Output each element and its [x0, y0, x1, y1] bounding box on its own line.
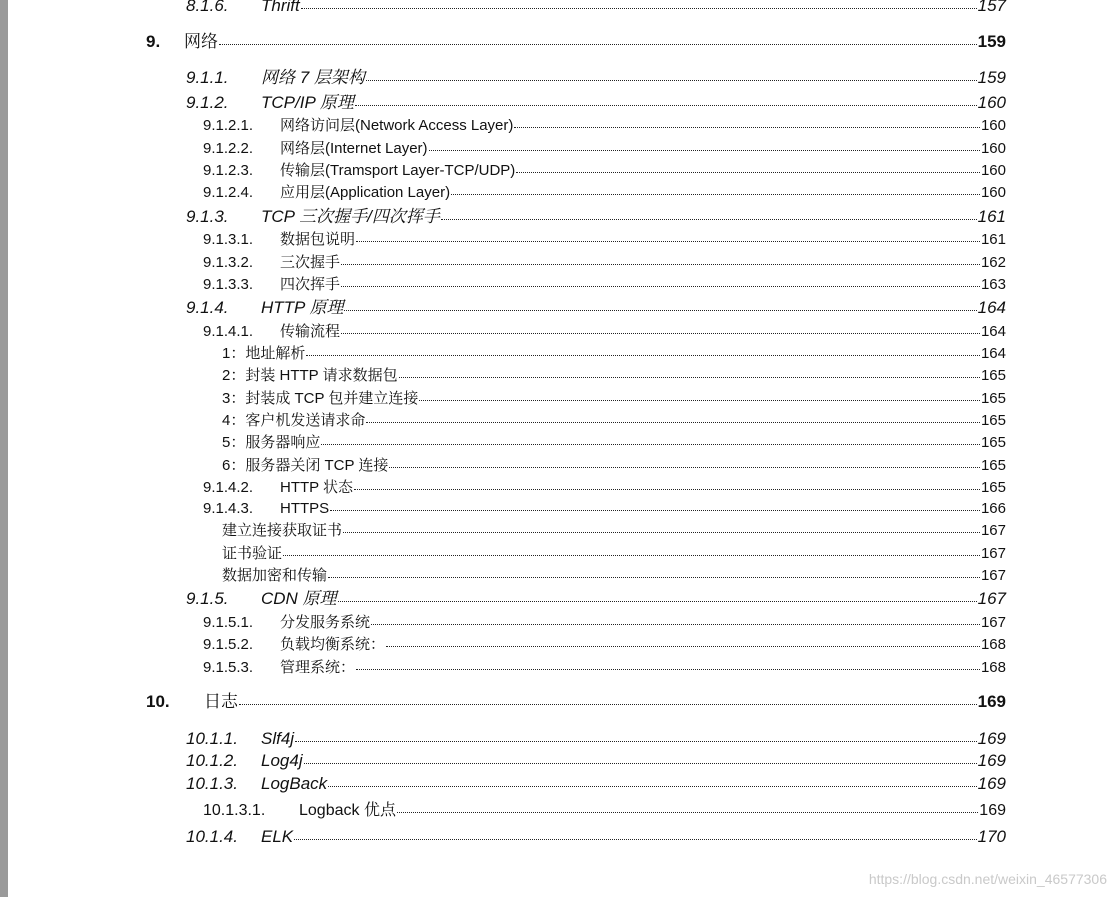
toc-page-number: 165 — [980, 479, 1006, 496]
toc-leader-dots — [366, 418, 980, 423]
toc-leader-dots — [343, 528, 980, 533]
toc-entry-number: 9.1.3.3. — [203, 276, 254, 293]
toc-entry-title: HTTP 原理 — [261, 298, 344, 317]
toc-entry-number: 9.1.3.1. — [203, 231, 254, 248]
toc-entry-title: Log4j — [261, 751, 303, 770]
toc-entry-number: 9.1.2.4. — [203, 184, 254, 201]
toc-page-number: 169 — [977, 729, 1006, 748]
toc-leader-dots — [516, 168, 980, 173]
toc-page-number: 169 — [979, 802, 1006, 819]
toc-page-number: 167 — [980, 545, 1006, 562]
toc-entry-title: 建立连接获取证书 — [222, 522, 343, 539]
toc-entry-number: 10.1.4. — [186, 827, 238, 846]
toc-leader-dots — [328, 573, 980, 578]
toc-page-number: 169 — [977, 692, 1006, 711]
toc-entry[interactable] — [186, 93, 1006, 113]
toc-entry-title: 三次握手 — [280, 254, 341, 271]
toc-entry[interactable] — [203, 636, 1006, 653]
toc-entry-title: 应用层(Application Layer) — [280, 184, 451, 201]
toc-entry[interactable] — [203, 254, 1006, 271]
toc-entry[interactable] — [203, 802, 1006, 820]
toc-entry[interactable] — [146, 32, 1006, 52]
toc-page-number: 164 — [980, 323, 1006, 340]
toc-leader-dots — [294, 835, 976, 840]
toc-entry[interactable] — [186, 751, 1006, 771]
toc-leader-dots — [356, 665, 980, 670]
toc-entry-number: 9.1.4.2. — [203, 479, 254, 496]
toc-entry[interactable] — [203, 479, 1006, 496]
toc-entry[interactable] — [203, 659, 1006, 676]
toc-leader-dots — [344, 306, 976, 311]
toc-entry[interactable] — [203, 184, 1006, 201]
toc-page-number: 160 — [980, 184, 1006, 201]
toc-leader-dots — [321, 440, 980, 445]
toc-leader-dots — [219, 40, 977, 45]
toc-page-number: 165 — [980, 367, 1006, 384]
toc-page-number: 166 — [980, 500, 1006, 517]
toc-entry-title: Logback 优点 — [299, 802, 396, 819]
toc-entry-title: HTTPS — [280, 500, 330, 517]
toc-entry-title: 数据包说明 — [280, 231, 356, 248]
toc-entry-title: 数据加密和传输 — [222, 567, 328, 584]
toc-entry-title: ELK — [261, 827, 294, 846]
toc-entry-title: 网络 — [184, 32, 218, 51]
toc-leader-dots — [341, 260, 980, 265]
toc-entry[interactable] — [186, 827, 1006, 847]
toc-page-number: 165 — [980, 434, 1006, 451]
toc-entry[interactable] — [186, 68, 1006, 88]
toc-entry-title: 分发服务系统 — [280, 614, 371, 631]
toc-entry-title: 4：客户机发送请求命 — [222, 412, 366, 429]
toc-page-number: 165 — [980, 412, 1006, 429]
toc-entry-number: 9.1.5. — [186, 589, 229, 608]
toc-page-number: 160 — [980, 140, 1006, 157]
toc-entry[interactable] — [203, 117, 1006, 134]
toc-entry-number: 9.1.2.1. — [203, 117, 254, 134]
toc-entry-title: 证书验证 — [222, 545, 283, 562]
toc-entry[interactable] — [186, 0, 1006, 16]
toc-leader-dots — [429, 146, 980, 151]
toc-leader-dots — [328, 782, 976, 787]
toc-leader-dots — [354, 485, 980, 490]
toc-entry-number: 9.1.5.1. — [203, 614, 254, 631]
toc-entry[interactable] — [186, 774, 1006, 794]
toc-entry[interactable] — [222, 567, 1006, 584]
toc-entry-title: 网络 7 层架构 — [261, 68, 365, 87]
toc-entry-title: 2：封装 HTTP 请求数据包 — [222, 367, 398, 384]
toc-entry-title: Slf4j — [261, 729, 295, 748]
toc-entry-title: 管理系统： — [280, 659, 356, 676]
toc-entry-number: 9.1.2. — [186, 93, 229, 112]
toc-entry-title: Thrift — [261, 0, 300, 15]
toc-leader-dots — [295, 737, 977, 742]
toc-leader-dots — [397, 808, 978, 813]
toc-page-number: 164 — [980, 345, 1006, 362]
toc-entry[interactable] — [186, 589, 1006, 609]
toc-entry-number: 10.1.1. — [186, 729, 238, 748]
toc-page-number: 160 — [980, 117, 1006, 134]
toc-entry-title: 传输流程 — [280, 323, 341, 340]
toc-leader-dots — [389, 463, 980, 468]
toc-entry[interactable] — [203, 231, 1006, 248]
toc-page-number: 161 — [980, 231, 1006, 248]
toc-entry-number: 9.1.3.2. — [203, 254, 254, 271]
toc-leader-dots — [356, 237, 980, 242]
toc-page-number: 165 — [980, 390, 1006, 407]
toc-page-number: 162 — [980, 254, 1006, 271]
toc-page-number: 159 — [977, 68, 1006, 87]
toc-page-number: 169 — [977, 774, 1006, 793]
toc-page-number: 167 — [980, 567, 1006, 584]
toc-entry-number: 10.1.2. — [186, 751, 238, 770]
toc-entry-number: 9.1.2.3. — [203, 162, 254, 179]
toc-leader-dots — [239, 700, 977, 705]
toc-leader-dots — [341, 329, 980, 334]
toc-page-number: 167 — [980, 522, 1006, 539]
toc-entry-title: 3：封装成 TCP 包并建立连接 — [222, 390, 419, 407]
toc-entry-title: HTTP 状态 — [280, 479, 354, 496]
toc-entry-title: TCP/IP 原理 — [261, 93, 354, 112]
toc-page-number: 163 — [980, 276, 1006, 293]
toc-entry-title: LogBack — [261, 774, 328, 793]
toc-entry[interactable] — [222, 367, 1006, 384]
toc-leader-dots — [399, 373, 980, 378]
toc-entry[interactable] — [186, 207, 1006, 227]
toc-leader-dots — [338, 597, 977, 602]
toc-entry-number: 9.1.4.3. — [203, 500, 254, 517]
toc-entry[interactable] — [222, 545, 1006, 562]
toc-entry-title: 1：地址解析 — [222, 345, 306, 362]
toc-entry-number: 10.1.3. — [186, 774, 238, 793]
toc-entry-number: 10. — [146, 692, 170, 711]
toc-entry-title: 负载均衡系统： — [280, 636, 386, 653]
toc-entry-title: TCP 三次握手/四次挥手 — [261, 207, 440, 226]
toc-entry-number: 9.1.2.2. — [203, 140, 254, 157]
toc-entry[interactable] — [203, 140, 1006, 157]
toc-entry-number: 9.1.5.2. — [203, 636, 254, 653]
toc-entry-number: 10.1.3.1. — [203, 802, 266, 819]
toc-entry[interactable] — [222, 457, 1006, 474]
toc-page-number: 168 — [980, 659, 1006, 676]
watermark: https://blog.csdn.net/weixin_46577306 — [868, 871, 1107, 887]
toc-page-number: 164 — [977, 298, 1006, 317]
toc-leader-dots — [330, 506, 980, 511]
toc-page-number: 160 — [977, 93, 1006, 112]
toc-leader-dots — [301, 4, 977, 9]
toc-page-number: 157 — [977, 0, 1006, 15]
toc-page-number: 168 — [980, 636, 1006, 653]
toc-leader-dots — [451, 190, 980, 195]
toc-page-number: 165 — [980, 457, 1006, 474]
toc-leader-dots — [386, 642, 980, 647]
toc-entry[interactable] — [203, 162, 1006, 179]
toc-leader-dots — [371, 620, 980, 625]
toc-entry[interactable] — [186, 298, 1006, 318]
toc-entry-number: 9. — [146, 32, 161, 51]
toc-page-number: 161 — [977, 207, 1006, 226]
toc-entry[interactable] — [222, 412, 1006, 429]
toc-leader-dots — [514, 123, 980, 128]
toc-entry-title: 5：服务器响应 — [222, 434, 321, 451]
toc-entry-number: 9.1.1. — [186, 68, 229, 87]
toc-leader-dots — [341, 282, 980, 287]
toc-entry[interactable] — [203, 323, 1006, 340]
toc-entry[interactable] — [186, 729, 1006, 749]
toc-leader-dots — [283, 551, 980, 556]
toc-entry[interactable] — [222, 434, 1006, 451]
toc-entry-number: 9.1.3. — [186, 207, 229, 226]
toc-entry[interactable] — [222, 522, 1006, 539]
toc-leader-dots — [304, 759, 977, 764]
toc-entry-number: 9.1.5.3. — [203, 659, 254, 676]
toc-entry-number: 9.1.4.1. — [203, 323, 254, 340]
toc-page-number: 169 — [977, 751, 1006, 770]
toc-entry[interactable] — [203, 276, 1006, 293]
toc-entry[interactable] — [203, 614, 1006, 631]
toc-entry-title: 网络访问层(Network Access Layer) — [280, 117, 514, 134]
toc-entry-title: CDN 原理 — [261, 589, 337, 608]
toc-entry-title: 传输层(Tramsport Layer-TCP/UDP) — [280, 162, 516, 179]
toc-leader-dots — [419, 396, 980, 401]
toc-leader-dots — [306, 351, 980, 356]
toc-page-number: 167 — [977, 589, 1006, 608]
toc-leader-dots — [366, 76, 977, 81]
toc-entry-title: 四次挥手 — [280, 276, 341, 293]
toc-page-number: 160 — [980, 162, 1006, 179]
toc-entry-number: 8.1.6. — [186, 0, 229, 15]
toc-entry-title: 6：服务器关闭 TCP 连接 — [222, 457, 389, 474]
toc-entry[interactable] — [146, 692, 1006, 712]
toc-page-number: 159 — [977, 32, 1006, 51]
toc-entry[interactable] — [203, 500, 1006, 517]
toc-leader-dots — [441, 215, 977, 220]
toc-entry[interactable] — [222, 345, 1006, 362]
toc-page-number: 170 — [977, 827, 1006, 846]
toc-entry-title: 网络层(Internet Layer) — [280, 140, 428, 157]
toc-leader-dots — [355, 101, 977, 106]
toc-entry[interactable] — [222, 390, 1006, 407]
toc-entry-title: 日志 — [204, 692, 238, 711]
toc-page-number: 167 — [980, 614, 1006, 631]
toc-entry-number: 9.1.4. — [186, 298, 229, 317]
